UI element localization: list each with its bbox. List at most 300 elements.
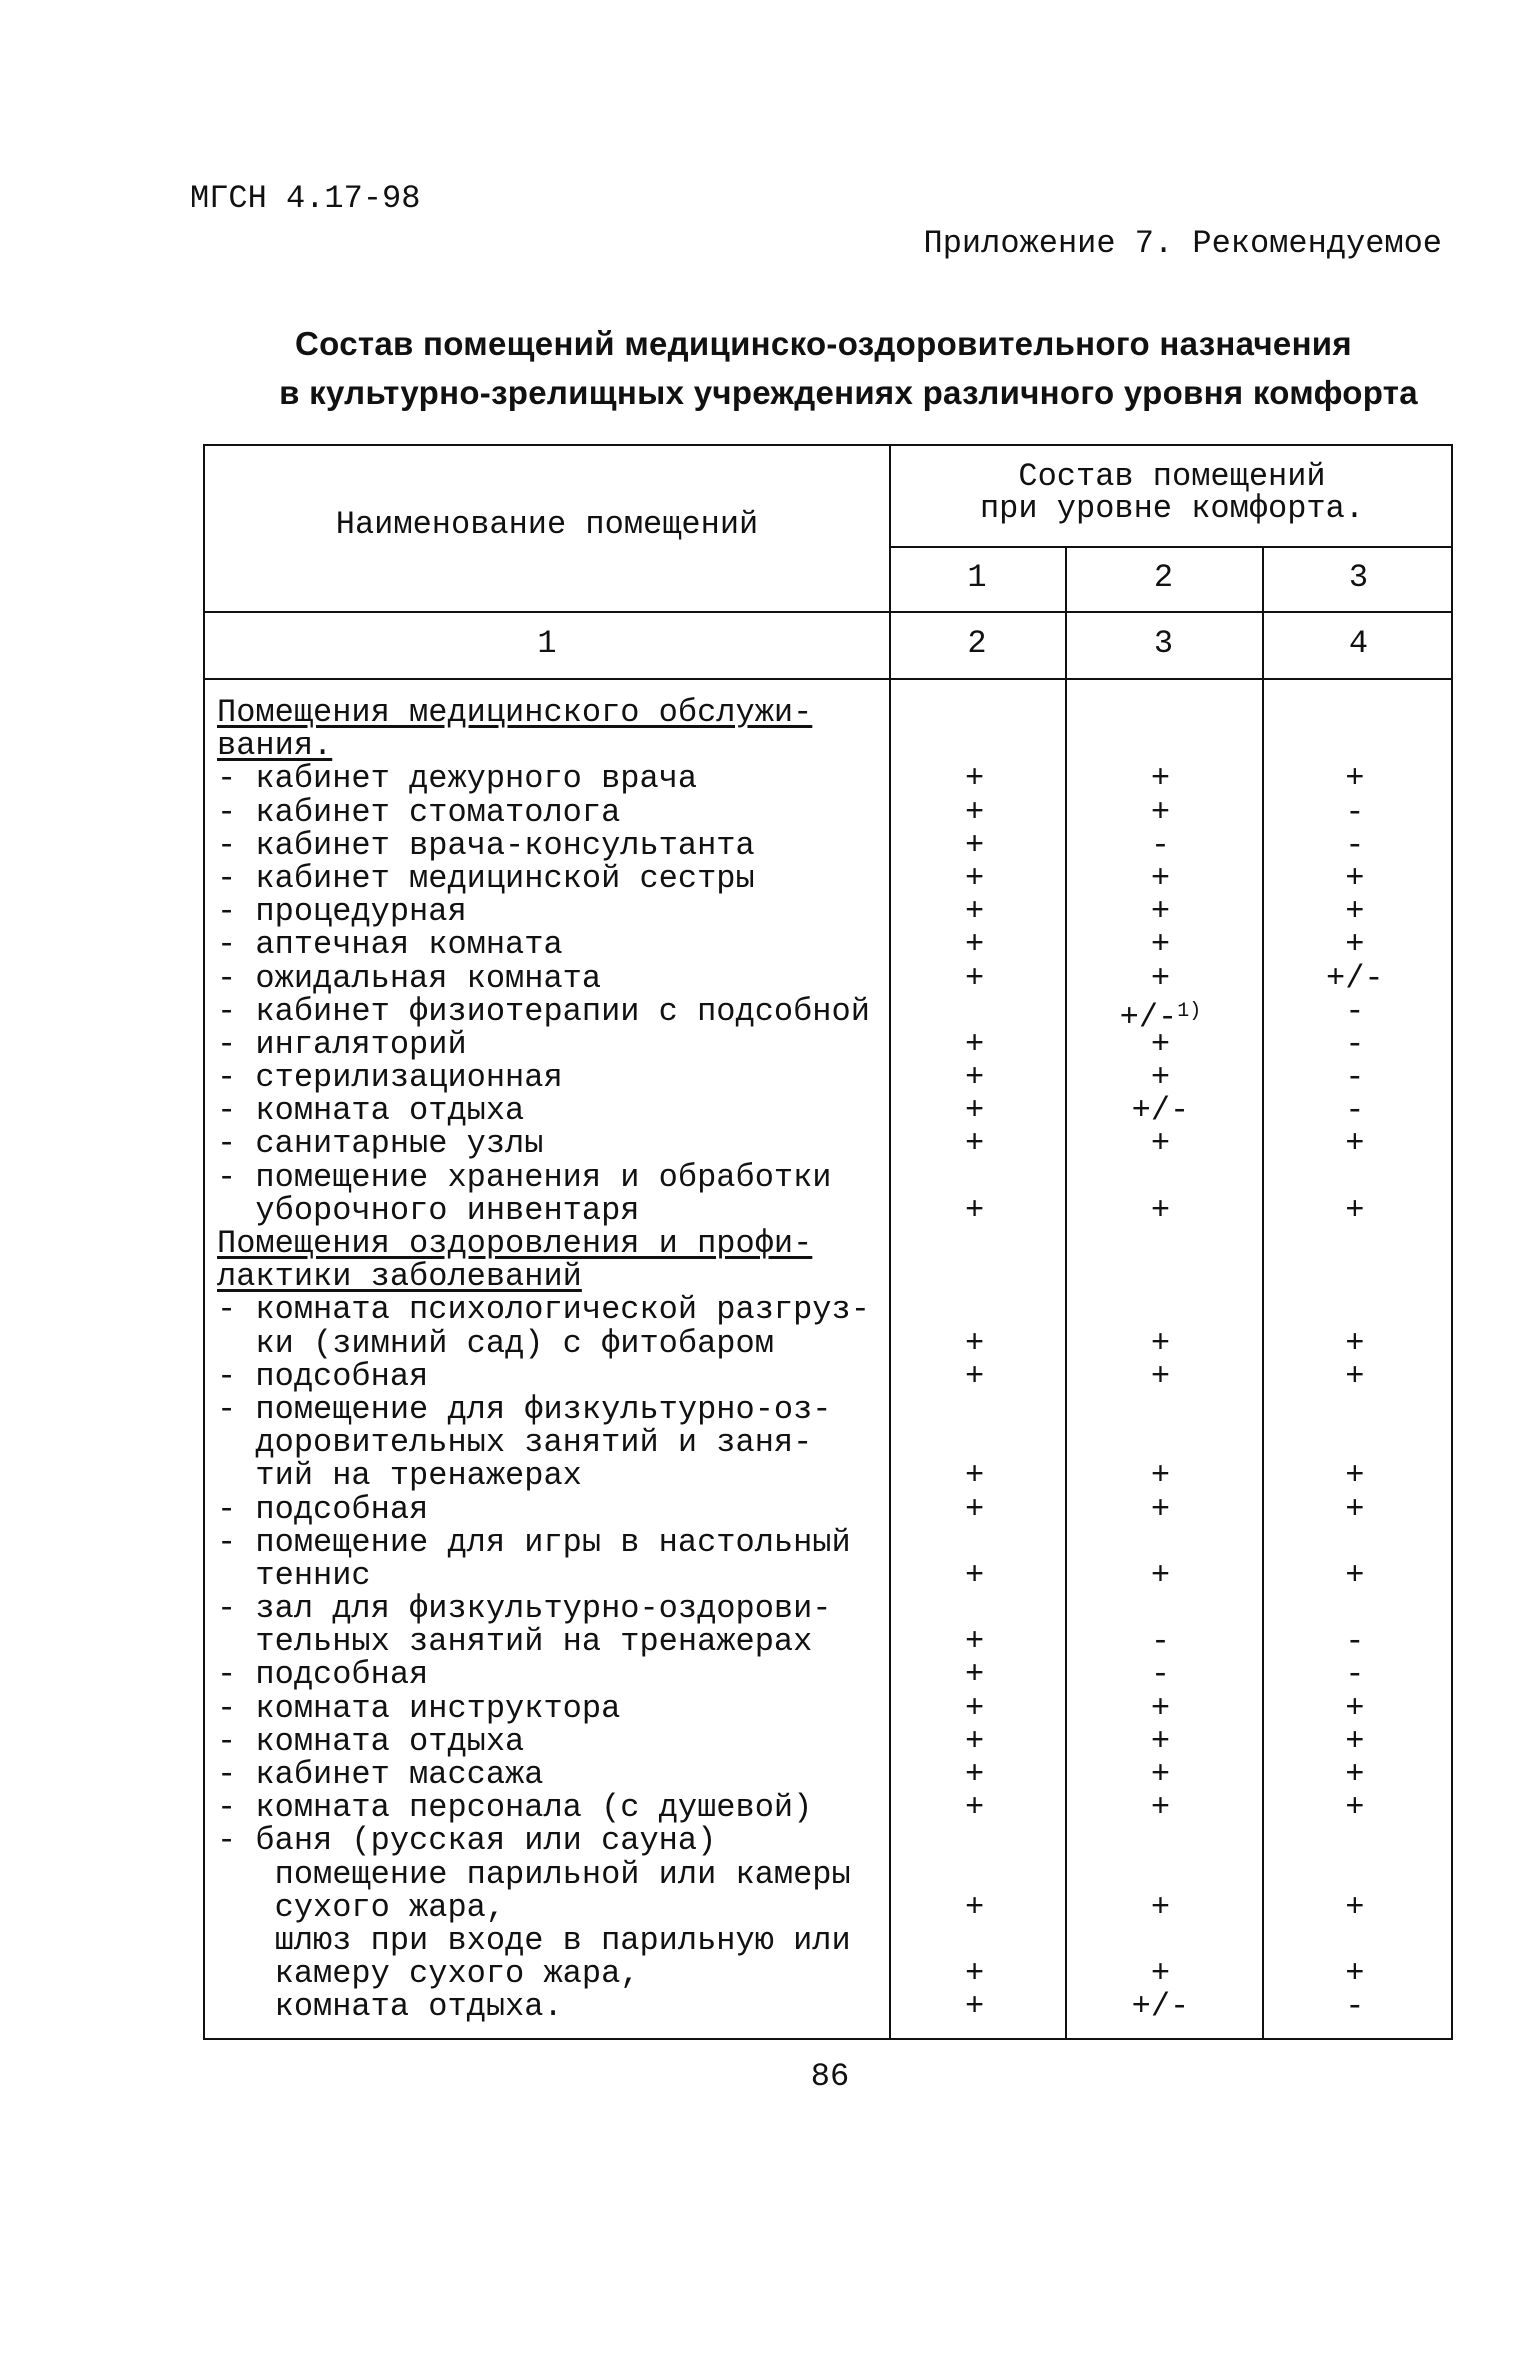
room-name: тий на тренажерах — [217, 1457, 582, 1495]
comfort-level-2-mark — [1062, 1888, 1258, 1926]
comfort-level-3-mark — [1259, 1191, 1451, 1229]
comfort-level-2-mark — [1062, 893, 1258, 931]
comfort-level-3-mark — [1259, 1722, 1451, 1760]
comfort-level-2-mark — [1062, 1125, 1258, 1163]
mark-value: + — [1345, 1888, 1365, 1926]
comfort-level-3-mark — [1259, 1059, 1451, 1097]
comfort-level-1-mark — [887, 893, 1062, 931]
room-name: сухого жара, — [217, 1888, 506, 1926]
table-row — [205, 1722, 1451, 1760]
mark-value: + — [1345, 1756, 1365, 1793]
table-row — [205, 1191, 1451, 1229]
comfort-level-1-mark — [887, 1125, 1062, 1163]
room-name: - помещение для физкультурно-оз- — [217, 1390, 832, 1428]
comfort-level-3-mark — [1259, 1955, 1451, 1993]
comfort-level-1-mark — [887, 1426, 1062, 1459]
table-row — [205, 1689, 1451, 1727]
table-row — [205, 1590, 1451, 1628]
comfort-level-3-mark — [1259, 1260, 1451, 1293]
room-name: - кабинет массажа — [217, 1756, 544, 1793]
comfort-level-3-mark — [1259, 1592, 1451, 1625]
room-name: комната отдыха. — [217, 1988, 563, 2026]
mark-value: + — [964, 760, 985, 798]
comfort-level-3-mark — [1259, 1556, 1451, 1594]
comfort-level-2-mark — [1062, 760, 1258, 798]
comfort-level-1-mark — [887, 1393, 1062, 1426]
mark-value: + — [1345, 1722, 1365, 1760]
comfort-level-3-mark — [1259, 1490, 1451, 1528]
row-divider — [205, 611, 1451, 613]
comfort-level-2-mark — [1062, 696, 1258, 729]
room-name: уборочного инвентаря — [217, 1191, 640, 1229]
room-name: - зал для физкультурно-оздорови- — [217, 1590, 832, 1628]
comfort-level-3-mark — [1259, 793, 1451, 831]
page-number: 86 — [810, 2058, 850, 2095]
comfort-level-1-mark — [887, 1161, 1062, 1194]
column-header-comfort-line-2: при уровне комфорта. — [979, 490, 1365, 527]
mark-value: + — [1150, 926, 1171, 964]
mark-value: + — [964, 926, 985, 964]
room-name: - помещение хранения и обработки — [217, 1158, 832, 1196]
mark-value: + — [964, 1789, 985, 1827]
comfort-level-1-mark — [887, 1858, 1062, 1891]
comfort-level-1-mark — [887, 1824, 1062, 1857]
comfort-level-2-mark — [1062, 1426, 1258, 1459]
mark-value: - — [1345, 992, 1365, 1030]
table-row — [205, 1324, 1451, 1362]
mark-value: - — [1345, 793, 1365, 831]
table-row — [205, 1955, 1451, 1993]
mark-value: + — [1150, 1191, 1171, 1229]
comfort-level-2-mark — [1062, 1988, 1258, 2026]
mark-value: + — [964, 893, 985, 931]
mark-value: + — [1150, 1125, 1171, 1163]
comfort-level-3-mark — [1259, 1457, 1451, 1495]
mark-value: + — [964, 1457, 985, 1495]
comfort-level-2-mark — [1062, 1059, 1258, 1097]
room-name: - аптечная комната — [217, 926, 563, 964]
comfort-level-3-mark — [1259, 1324, 1451, 1362]
table-row — [205, 1988, 1451, 2026]
comfort-level-3-mark — [1259, 992, 1451, 1030]
table-row — [205, 893, 1451, 931]
comfort-level-1-mark — [887, 760, 1062, 798]
mark-value: - — [1345, 1025, 1365, 1063]
mark-value: + — [964, 1988, 985, 2026]
table-row — [205, 959, 1451, 997]
room-name: - кабинет медицинской сестры — [217, 859, 755, 897]
comfort-level-1-mark — [887, 1357, 1062, 1395]
comfort-level-1-mark — [887, 1059, 1062, 1097]
room-name: - комната отдыха — [217, 1092, 525, 1130]
table-row — [205, 1457, 1451, 1495]
comfort-level-2-mark — [1062, 1161, 1258, 1194]
room-name: - ожидальная комната — [217, 959, 602, 997]
mark-value: + — [1150, 1490, 1171, 1528]
comfort-level-3-mark — [1259, 1858, 1451, 1891]
section-heading: вания. — [217, 727, 333, 765]
mark-value: - — [1150, 1656, 1171, 1694]
comfort-level-3-mark — [1259, 1924, 1451, 1957]
comfort-level-2-mark — [1062, 1092, 1258, 1130]
table-title-line-2: в культурно-зрелищных учреждениях различного уровня комфорта — [279, 374, 1418, 411]
comfort-level-2-mark — [1062, 1824, 1258, 1857]
mark-value: + — [1345, 1689, 1365, 1727]
mark-value: + — [964, 859, 985, 897]
mark-value: + — [964, 793, 985, 831]
mark-value: + — [1150, 1556, 1171, 1594]
mark-value: +/- — [1326, 959, 1384, 997]
comfort-level-2: 2 — [1153, 559, 1174, 596]
comfort-level-2-mark — [1062, 1025, 1258, 1063]
mark-value: + — [1345, 859, 1365, 897]
appendix-label: Приложение 7. Рекомендуемое — [923, 225, 1442, 262]
room-name: - процедурная — [217, 893, 467, 931]
room-name: тельных занятий на тренажерах — [217, 1623, 813, 1661]
comfort-level-3-mark — [1259, 696, 1451, 729]
mark-value: + — [1345, 1556, 1365, 1594]
comfort-level-2-mark — [1062, 1260, 1258, 1293]
comfort-level-3-mark — [1259, 1357, 1451, 1395]
comfort-level-2-mark — [1062, 1689, 1258, 1727]
comfort-level-1-mark — [887, 1526, 1062, 1559]
comfort-level-3-mark — [1259, 1393, 1451, 1426]
mark-value: + — [1150, 1059, 1171, 1097]
comfort-level-1-mark — [887, 696, 1062, 729]
room-name: - кабинет стоматолога — [217, 793, 621, 831]
comfort-level-2-mark — [1062, 1556, 1258, 1594]
table-row — [205, 1357, 1451, 1395]
mark-value: + — [964, 1092, 985, 1130]
comfort-level-3-mark — [1259, 1623, 1451, 1661]
table-row — [205, 1523, 1451, 1561]
mark-value: - — [1150, 826, 1171, 864]
comfort-level-1-mark — [887, 926, 1062, 964]
mark-value: + — [1150, 1457, 1171, 1495]
comfort-level-2-mark — [1062, 1393, 1258, 1426]
room-name: - ингаляторий — [217, 1025, 467, 1063]
comfort-level-2-mark — [1062, 1789, 1258, 1827]
room-name: - подсобная — [217, 1656, 429, 1694]
mark-value: + — [1345, 1357, 1365, 1395]
comfort-level-3-mark — [1259, 1988, 1451, 2026]
comfort-level-1-mark — [887, 1656, 1062, 1694]
room-name: - баня (русская или сауна) — [217, 1822, 717, 1860]
table-row — [205, 1789, 1451, 1827]
comfort-level-2-mark — [1062, 826, 1258, 864]
mark-value: + — [964, 1656, 985, 1694]
mark-value: + — [1150, 893, 1171, 931]
comfort-level-2-mark — [1062, 1526, 1258, 1559]
mark-value: + — [964, 1955, 985, 1993]
comfort-level-2-mark — [1062, 1457, 1258, 1495]
comfort-level-2-mark — [1062, 1592, 1258, 1625]
room-name: - санитарные узлы — [217, 1125, 544, 1163]
mark-value: + — [1345, 760, 1365, 798]
mark-value: + — [964, 1888, 985, 1926]
comfort-level-3: 3 — [1348, 559, 1369, 596]
table-row — [205, 1227, 1451, 1260]
comfort-level-1-mark — [887, 1260, 1062, 1293]
comfort-level-1-mark — [887, 1556, 1062, 1594]
mark-value: - — [1345, 1623, 1365, 1661]
section-heading: Помещения медицинского обслужи- — [217, 694, 813, 731]
room-name: - комната психологической разгруз- — [217, 1291, 870, 1329]
document-code: МГСН 4.17-98 — [190, 180, 421, 217]
table-row — [205, 1291, 1451, 1329]
mark-value: + — [1150, 1888, 1171, 1926]
comfort-level-3-mark — [1259, 893, 1451, 931]
table-row — [205, 1092, 1451, 1130]
mark-value: + — [964, 1125, 985, 1163]
comfort-level-1-mark — [887, 1955, 1062, 1993]
mark-value: + — [1150, 1955, 1171, 1993]
comfort-level-1-mark — [887, 1924, 1062, 1957]
mark-value: + — [964, 1756, 985, 1793]
room-name: - стерилизационная — [217, 1059, 563, 1097]
mark-value: + — [1150, 959, 1171, 997]
comfort-level-1-mark — [887, 959, 1062, 997]
room-name: - комната инструктора — [217, 1689, 621, 1727]
table-row — [205, 1059, 1451, 1097]
mark-value: + — [1150, 760, 1171, 798]
mark-value: + — [964, 1357, 985, 1395]
room-name: - подсобная — [217, 1490, 429, 1528]
mark-value: + — [964, 1556, 985, 1594]
room-name: - комната отдыха — [217, 1722, 525, 1760]
comfort-level-1-mark — [887, 1025, 1062, 1063]
room-name: - подсобная — [217, 1357, 429, 1395]
table-body — [205, 696, 1451, 2024]
table-row — [205, 696, 1451, 729]
mark-value: - — [1150, 1623, 1171, 1661]
comfort-level-2-mark — [1062, 1758, 1258, 1791]
mark-value: + — [964, 1191, 985, 1229]
room-name: доровительных занятий и заня- — [217, 1424, 813, 1462]
comfort-level-1-mark — [887, 1689, 1062, 1727]
column-header-room-name: Наименование помещений — [335, 506, 759, 543]
comfort-level-2-mark — [1062, 1357, 1258, 1395]
room-name: ки (зимний сад) с фитобаром — [217, 1324, 774, 1362]
comfort-level-1-mark — [887, 729, 1062, 762]
mark-value: + — [1345, 926, 1365, 964]
table-row — [205, 1125, 1451, 1163]
comfort-level-2-mark — [1062, 1293, 1258, 1326]
comfort-level-3-mark — [1259, 729, 1451, 762]
comfort-level-1-mark — [887, 1324, 1062, 1362]
comfort-level-1-mark — [887, 995, 1062, 1028]
table-row — [205, 1424, 1451, 1462]
comfort-level-3-mark — [1259, 826, 1451, 864]
table-row — [205, 760, 1451, 798]
comfort-level-1-mark — [887, 1758, 1062, 1791]
table-title-line-1: Состав помещений медицинско-оздоровительного назначения — [295, 325, 1352, 362]
comfort-level-3-mark — [1259, 1526, 1451, 1559]
mark-value: + — [964, 1059, 985, 1097]
mark-value: - — [1345, 1988, 1365, 2026]
table-row — [205, 1556, 1451, 1594]
mark-value: + — [1345, 1490, 1365, 1528]
mark-value: + — [964, 959, 985, 997]
table-row — [205, 1855, 1451, 1893]
comfort-level-2-mark — [1062, 859, 1258, 897]
comfort-level-1-mark — [887, 1227, 1062, 1260]
row-divider — [889, 546, 1451, 548]
comfort-level-3-mark — [1259, 1161, 1451, 1194]
room-name: - кабинет дежурного врача — [217, 760, 698, 798]
comfort-level-3-mark — [1259, 1758, 1451, 1791]
mark-value: + — [964, 826, 985, 864]
mark-value: + — [1150, 859, 1171, 897]
comfort-level-3-mark — [1259, 859, 1451, 897]
rooms-table — [203, 444, 1453, 2040]
mark-value: + — [1345, 1324, 1365, 1362]
column-header-comfort-line-1: Состав помещений — [1018, 458, 1326, 495]
comfort-level-2-mark — [1062, 1955, 1258, 1993]
comfort-level-1-mark — [887, 1988, 1062, 2026]
comfort-level-1-mark — [887, 1191, 1062, 1229]
mark-value: + — [1150, 1722, 1171, 1760]
comfort-level-3-mark — [1259, 1125, 1451, 1163]
table-row — [205, 727, 1451, 765]
mark-value: + — [964, 1490, 985, 1528]
comfort-level-2-mark — [1062, 1656, 1258, 1694]
mark-value: + — [964, 1689, 985, 1727]
comfort-level-1-mark — [887, 1623, 1062, 1661]
mark-value: + — [1345, 1955, 1365, 1993]
comfort-level-3-mark — [1259, 1293, 1451, 1326]
table-row — [205, 1025, 1451, 1063]
table-row — [205, 1921, 1451, 1959]
room-name: камеру сухого жара, — [217, 1955, 640, 1993]
comfort-level-2-mark — [1062, 793, 1258, 831]
table-row — [205, 826, 1451, 864]
mark-value: +/- — [1131, 1092, 1190, 1130]
mark-value: - — [1345, 1656, 1365, 1694]
comfort-level-2-mark — [1062, 1722, 1258, 1760]
comfort-level-2-mark — [1062, 959, 1258, 997]
table-row — [205, 926, 1451, 964]
table-row — [205, 1822, 1451, 1860]
column-number-3: 3 — [1153, 625, 1174, 662]
mark-value: + — [1150, 1025, 1171, 1063]
mark-value: + — [964, 1025, 985, 1063]
mark-value: + — [964, 1324, 985, 1362]
comfort-level-1-mark — [887, 826, 1062, 864]
comfort-level-1-mark — [887, 859, 1062, 897]
room-name: теннис — [217, 1556, 371, 1594]
table-row — [205, 1158, 1451, 1196]
comfort-level-2-mark — [1062, 1858, 1258, 1891]
comfort-level-2-mark — [1062, 1924, 1258, 1957]
comfort-level-3-mark — [1259, 1888, 1451, 1926]
comfort-level-2-mark — [1062, 729, 1258, 762]
comfort-level-3-mark — [1259, 1824, 1451, 1857]
mark-value: + — [1345, 1125, 1365, 1163]
column-number-1: 1 — [537, 625, 557, 662]
mark-value: - — [1345, 1092, 1365, 1130]
table-row — [205, 859, 1451, 897]
section-heading: лактики заболеваний — [217, 1258, 582, 1296]
comfort-level-2-mark — [1062, 1324, 1258, 1362]
table-row — [205, 793, 1451, 831]
comfort-level-3-mark — [1259, 1689, 1451, 1727]
comfort-level-1-mark — [887, 793, 1062, 831]
row-divider — [205, 678, 1451, 680]
comfort-level-1-mark — [887, 1293, 1062, 1326]
comfort-level-2-mark — [1062, 1227, 1258, 1260]
comfort-level-1-mark — [887, 1490, 1062, 1528]
mark-value: +/- — [1131, 1988, 1190, 2026]
mark-value: + — [1150, 1789, 1171, 1827]
section-heading: Помещения оздоровления и профи- — [217, 1225, 813, 1262]
mark-value: + — [1150, 1324, 1171, 1362]
room-name: - кабинет врача-консультанта — [217, 826, 755, 864]
column-number-2: 2 — [967, 625, 987, 662]
mark-value: + — [1345, 1457, 1365, 1495]
comfort-level-3-mark — [1259, 1092, 1451, 1130]
table-row — [205, 992, 1451, 1036]
mark-value: + — [1345, 1789, 1365, 1827]
table-row — [205, 1258, 1451, 1296]
comfort-level-1-mark — [887, 1888, 1062, 1926]
comfort-level-2-mark — [1062, 995, 1258, 1036]
mark-value: + — [964, 1623, 985, 1661]
room-name: - помещение для игры в настольный — [217, 1523, 851, 1561]
mark-value: + — [964, 1722, 985, 1760]
mark-value: + — [1150, 1689, 1171, 1727]
comfort-level-2-mark — [1062, 1490, 1258, 1528]
comfort-level-1-mark — [887, 1789, 1062, 1827]
mark-value: +/- — [1119, 998, 1178, 1036]
table-row — [205, 1888, 1451, 1926]
room-name: - кабинет физиотерапии с подсобной — [217, 992, 870, 1030]
comfort-level-1-mark — [887, 1457, 1062, 1495]
mark-value: + — [1345, 893, 1365, 931]
table-row — [205, 1623, 1451, 1661]
comfort-level-3-mark — [1259, 959, 1451, 997]
comfort-level-1: 1 — [967, 559, 987, 596]
comfort-level-2-mark — [1062, 1623, 1258, 1661]
comfort-level-3-mark — [1259, 1227, 1451, 1260]
comfort-level-3-mark — [1259, 1789, 1451, 1827]
mark-value: - — [1345, 1059, 1365, 1097]
room-name: шлюз при входе в парильную или — [217, 1921, 851, 1959]
table-row — [205, 1758, 1451, 1791]
comfort-level-1-mark — [887, 1722, 1062, 1760]
mark-value: + — [1150, 1756, 1171, 1793]
comfort-level-3-mark — [1259, 760, 1451, 798]
table-row — [205, 1656, 1451, 1694]
footnote-ref: 1) — [1177, 999, 1202, 1023]
room-name: - комната персонала (с душевой) — [217, 1789, 813, 1827]
comfort-level-3-mark — [1259, 1426, 1451, 1459]
mark-value: - — [1345, 826, 1365, 864]
table-row — [205, 1390, 1451, 1428]
mark-value: + — [1150, 793, 1171, 831]
comfort-level-1-mark — [887, 1592, 1062, 1625]
comfort-level-3-mark — [1259, 1025, 1451, 1063]
comfort-level-3-mark — [1259, 1656, 1451, 1694]
column-number-4: 4 — [1348, 625, 1369, 662]
room-name: помещение парильной или камеры — [217, 1855, 851, 1893]
table-row — [205, 1490, 1451, 1528]
comfort-level-2-mark — [1062, 926, 1258, 964]
mark-value: + — [1345, 1191, 1365, 1229]
mark-value: + — [1150, 1357, 1171, 1395]
comfort-level-1-mark — [887, 1092, 1062, 1130]
comfort-level-3-mark — [1259, 926, 1451, 964]
